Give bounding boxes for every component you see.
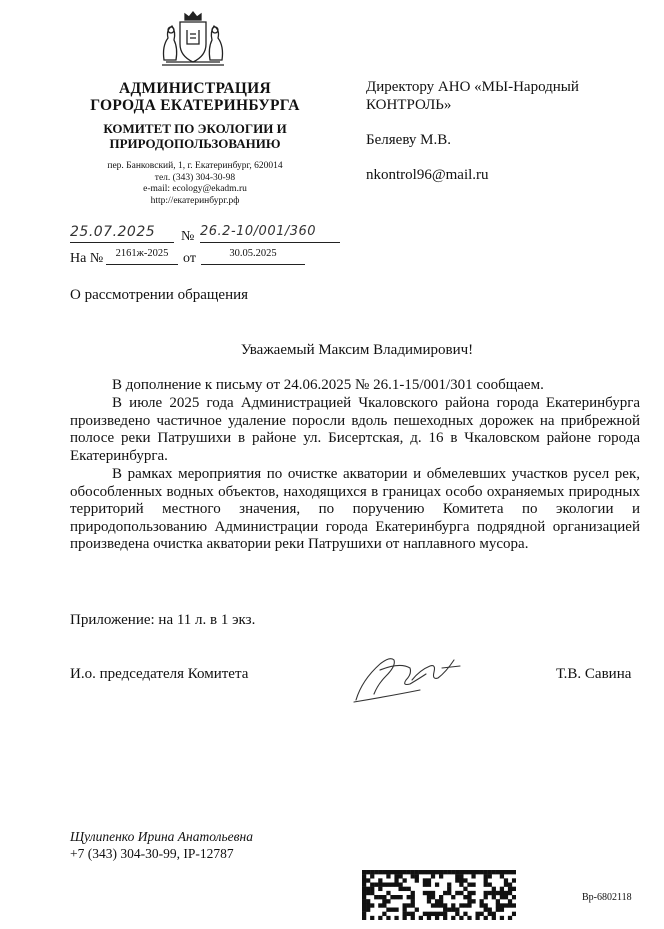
org-site: http://екатеринбург.рф bbox=[150, 195, 240, 206]
recipient-title-2: КОНТРОЛЬ» bbox=[366, 97, 452, 113]
in-reply-label: На № bbox=[70, 251, 104, 266]
org-line-2: ГОРОДА ЕКАТЕРИНБУРГА bbox=[90, 97, 300, 114]
letter-subject: О рассмотрении обращения bbox=[70, 287, 249, 303]
body-paragraph-2 bbox=[70, 395, 640, 465]
department-name bbox=[60, 121, 330, 151]
number-sign: № bbox=[181, 229, 195, 244]
body-paragraph-1 bbox=[70, 377, 640, 395]
outgoing-number: 26.2-10/001/360 bbox=[200, 224, 340, 243]
executor-phone: +7 (343) 304-30-99, IP-12787 bbox=[70, 846, 234, 861]
from-label: от bbox=[183, 251, 196, 266]
barcode-icon bbox=[362, 870, 516, 920]
executor-name: Щулипенко Ирина Анатольевна bbox=[70, 829, 253, 844]
org-address: пер. Банковский, 1, г. Екатеринбург, 620014 bbox=[107, 161, 283, 171]
salutation: Уважаемый Максим Владимирович! bbox=[240, 342, 474, 358]
executor-block bbox=[70, 828, 253, 862]
org-contacts bbox=[60, 161, 330, 207]
org-email: e-mail: ecology@ekadm.ru bbox=[143, 184, 247, 194]
paragraph-text: В июле 2025 года Администрацией Чкаловского района города Екатеринбурга произведено частичное удаление поросли вдоль пешеходных дорожек на прибрежной полосе реки Патрушихи в районе ул. Бисертская, д. 16 в Чкаловском районе города Екатеринбурга. bbox=[70, 395, 640, 464]
in-reply-number: 2161ж-2025 bbox=[106, 248, 178, 265]
recipient-email: nkontrol96@mail.ru bbox=[366, 167, 489, 183]
paragraph-text: В рамках мероприятия по очистке акватории и обмелевших участков русел рек, обособленных водных объектов, находящихся в границах особо охраняемых природных территорий местного значения, по поручению Комитета по экологии и природопользованию Администрации города Екатеринбурга подрядной организацией произведена очистка акватории реки Патрушихи от наплавного мусора. bbox=[70, 466, 640, 552]
paragraph-text: В дополнение к письму от 24.06.2025 № 26.1-15/001/301 сообщаем. bbox=[112, 377, 544, 393]
dept-line-1: КОМИТЕТ ПО ЭКОЛОГИИ И bbox=[103, 121, 287, 136]
outgoing-date: 25.07.2025 bbox=[70, 224, 174, 243]
in-reply-date: 30.05.2025 bbox=[201, 248, 305, 265]
recipient-block bbox=[366, 78, 646, 184]
recipient-name: Беляеву М.В. bbox=[366, 132, 451, 148]
org-line-1: АДМИНИСТРАЦИЯ bbox=[118, 80, 272, 97]
document-code: Вр-6802118 bbox=[582, 892, 632, 903]
body-paragraph-3 bbox=[70, 466, 640, 554]
coat-of-arms-icon bbox=[158, 10, 228, 70]
organization-name bbox=[60, 80, 330, 114]
attachment-note: Приложение: на 11 л. в 1 экз. bbox=[70, 612, 256, 628]
signer-position: И.о. председателя Комитета bbox=[70, 666, 249, 682]
signer-name: Т.В. Савина bbox=[556, 666, 632, 682]
handwritten-signature bbox=[350, 650, 465, 705]
org-phone: тел. (343) 304-30-98 bbox=[154, 172, 236, 183]
dept-line-2: ПРИРОДОПОЛЬЗОВАНИЮ bbox=[109, 136, 281, 151]
recipient-title-1: Директору АНО «МЫ-Народный bbox=[366, 79, 579, 95]
